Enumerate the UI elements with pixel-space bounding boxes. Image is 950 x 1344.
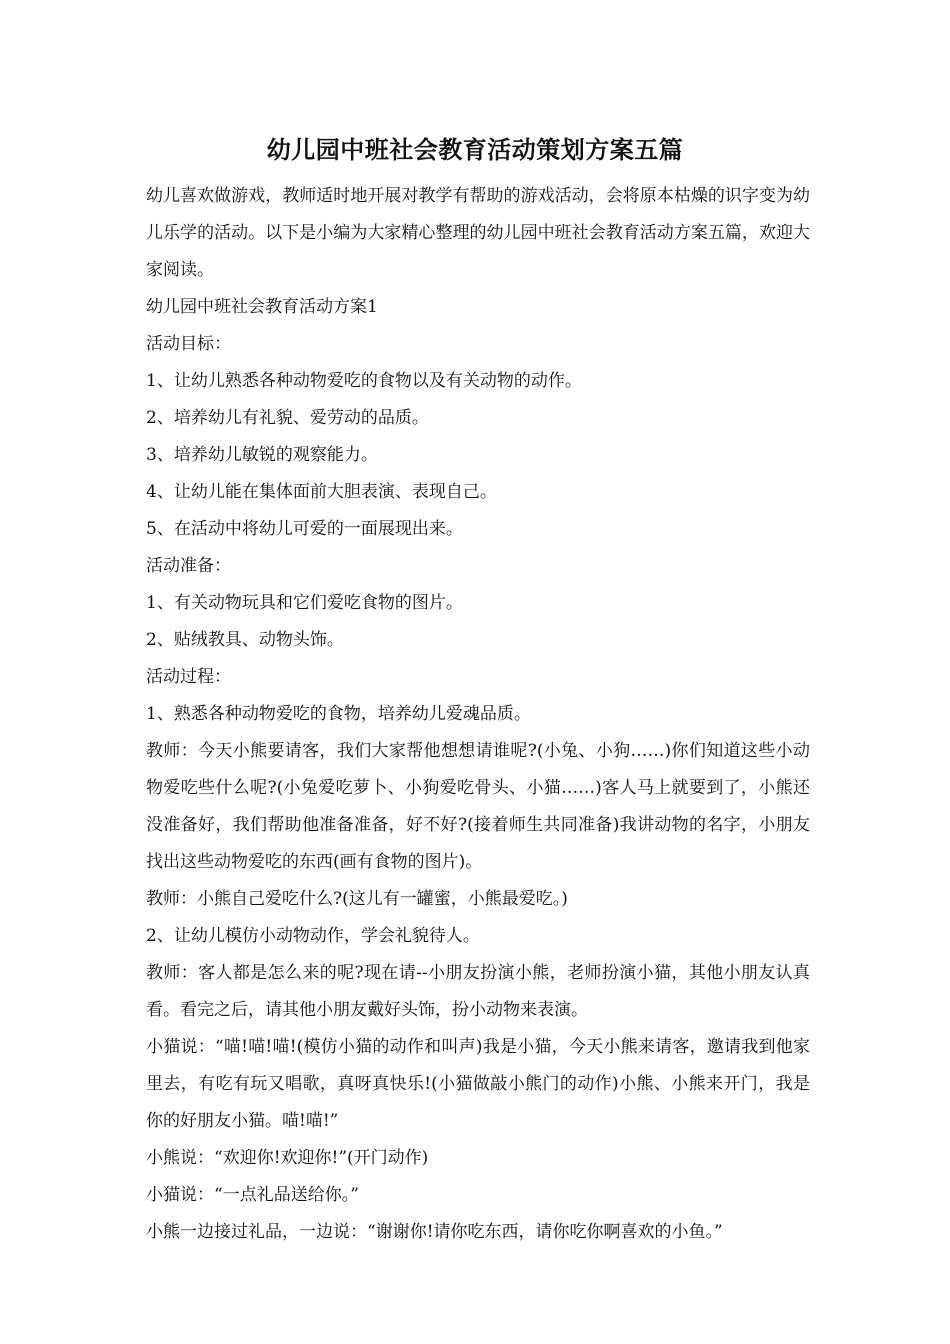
preparation-item: 2、贴绒教具、动物头饰。 [146,630,344,650]
goal-item: 3、培养幼儿敏锐的观察能力。 [146,445,378,465]
teacher-dialogue: 教师：今天小熊要请客，我们大家帮他想想请谁呢?(小兔、小狗……)你们知道这些小动物爱吃些什么呢?(小兔爱吃萝卜、小狗爱吃骨头、小猫……)客人马上就要到了，小熊还没准备好，我们帮助他准备准备，好不好?(接着师生共同准备)我讲动物的名字，小朋友找出这些动物爱吃的东西(画有食物的图片)。 [146,741,810,872]
subheading-preparation: 活动准备： [146,556,231,576]
subheading-process: 活动过程： [146,667,231,687]
goal-item: 5、在活动中将幼儿可爱的一面展现出来。 [146,519,463,539]
intro-paragraph: 幼儿喜欢做游戏，教师适时地开展对教学有帮助的游戏活动，会将原本枯燥的识字变为幼儿乐学的活动。以下是小编为大家精心整理的幼儿园中班社会教育活动方案五篇，欢迎大家阅读。 [146,186,810,280]
goal-item: 2、培养幼儿有礼貌、爱劳动的品质。 [146,408,429,428]
kitten-dialogue: 小猫说：“喵!喵!喵!(模仿小猫的动作和叫声)我是小猫，今天小熊来请客，邀请我到他家里去，有吃有玩又唱歌，真呀真快乐!(小猫做敲小熊门的动作)小熊、小熊来开门，我是你的好朋友小猫。喵!喵!” [146,1037,810,1131]
process-step: 2、让幼儿模仿小动物动作，学会礼貌待人。 [146,926,480,946]
goal-item: 1、让幼儿熟悉各种动物爱吃的食物以及有关动物的动作。 [146,371,582,391]
process-step: 1、熟悉各种动物爱吃的食物，培养幼儿爱魂品质。 [146,704,531,724]
bear-dialogue: 小熊一边接过礼品，一边说：“谢谢你!请你吃东西，请你吃你啊喜欢的小鱼。” [146,1222,723,1242]
section-heading: 幼儿园中班社会教育活动方案1 [146,297,378,317]
subheading-goals: 活动目标： [146,334,231,354]
kitten-dialogue: 小猫说：“一点礼品送给你。” [146,1185,359,1205]
teacher-dialogue: 教师：客人都是怎么来的呢?现在请--小朋友扮演小熊，老师扮演小猫，其他小朋友认真看。看完之后，请其他小朋友戴好头饰，扮小动物来表演。 [146,963,810,1020]
document-body [146,178,810,1251]
document-title: 幼儿园中班社会教育活动策划方案五篇 [266,135,684,164]
bear-dialogue: 小熊说：“欢迎你!欢迎你!”(开门动作) [146,1148,429,1168]
goal-item: 4、让幼儿能在集体面前大胆表演、表现自己。 [146,482,497,502]
preparation-item: 1、有关动物玩具和它们爱吃食物的图片。 [146,593,463,613]
teacher-dialogue: 教师：小熊自己爱吃什么?(这儿有一罐蜜，小熊最爱吃。) [146,889,568,909]
